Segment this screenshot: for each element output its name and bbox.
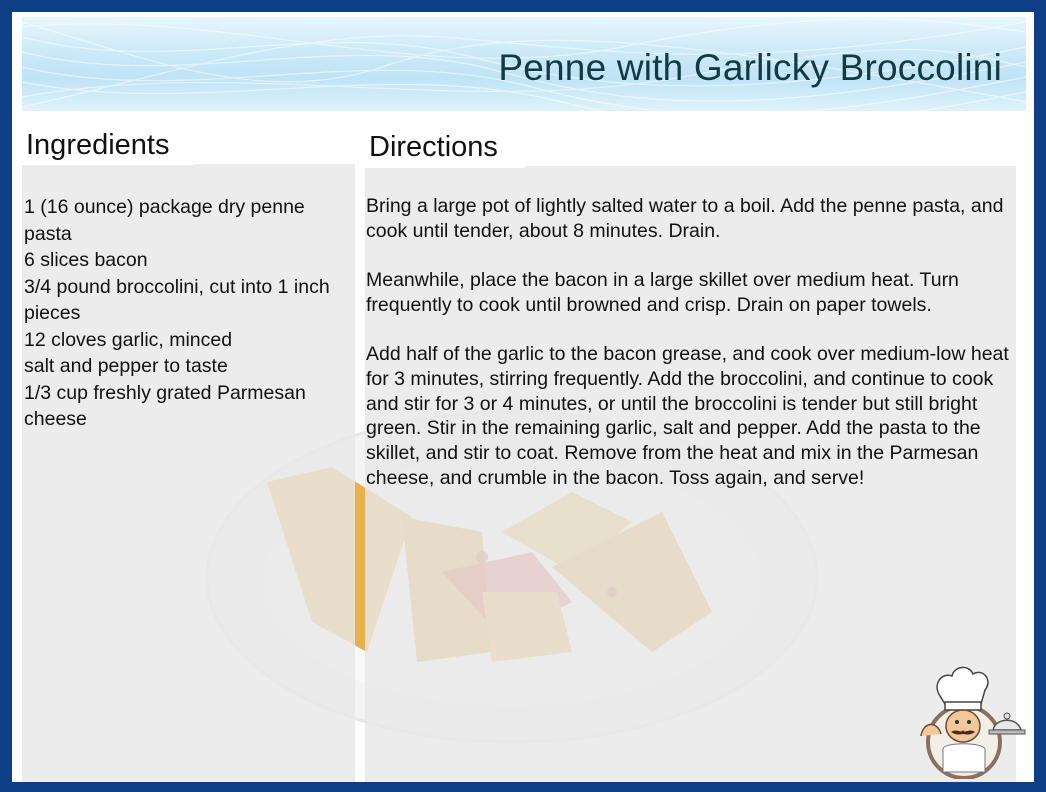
ingredient-item: 1/3 cup freshly grated Parmesan cheese	[24, 381, 306, 430]
direction-step: Add half of the garlic to the bacon grease, and cook over medium-low heat for 3 minutes, stirring frequently. Add the broccolini, and continue to cook and stir for 3 or 4 minutes, or until the broccolini is tender but still bright green. Stir in the remaining garlic, salt and pepper. Add the pasta to the skillet, and stir to coat. Remove from the heat and mix in the Parmesan cheese, and crumble in the bacon. Toss again, and serve!	[366, 343, 1009, 489]
ingredient-item: 6 slices bacon	[24, 249, 148, 271]
ingredient-item: 3/4 pound broccolini, cut into 1 inch pieces	[24, 275, 330, 324]
directions-heading: Directions	[365, 128, 525, 168]
recipe-card	[12, 12, 1034, 782]
page-title: Penne with Garlicky Broccolini	[498, 47, 1002, 88]
ingredients-heading: Ingredients	[22, 125, 194, 165]
ingredient-item: 12 cloves garlic, minced	[24, 328, 233, 351]
title-banner	[22, 17, 1026, 111]
ingredients-list	[24, 194, 349, 433]
ingredient-item: 1 (16 ounce) package dry penne pasta	[24, 196, 305, 245]
chef-icon	[907, 654, 1032, 779]
direction-step: Meanwhile, place the bacon in a large skillet over medium heat. Turn frequently to cook until browned and crisp. Drain on paper towels.	[366, 269, 959, 316]
direction-step: Bring a large pot of lightly salted water to a boil. Add the penne pasta, and cook until tender, about 8 minutes. Drain.	[366, 195, 1004, 242]
ingredient-item: salt and pepper to taste	[24, 355, 228, 377]
directions-text	[366, 194, 1016, 515]
